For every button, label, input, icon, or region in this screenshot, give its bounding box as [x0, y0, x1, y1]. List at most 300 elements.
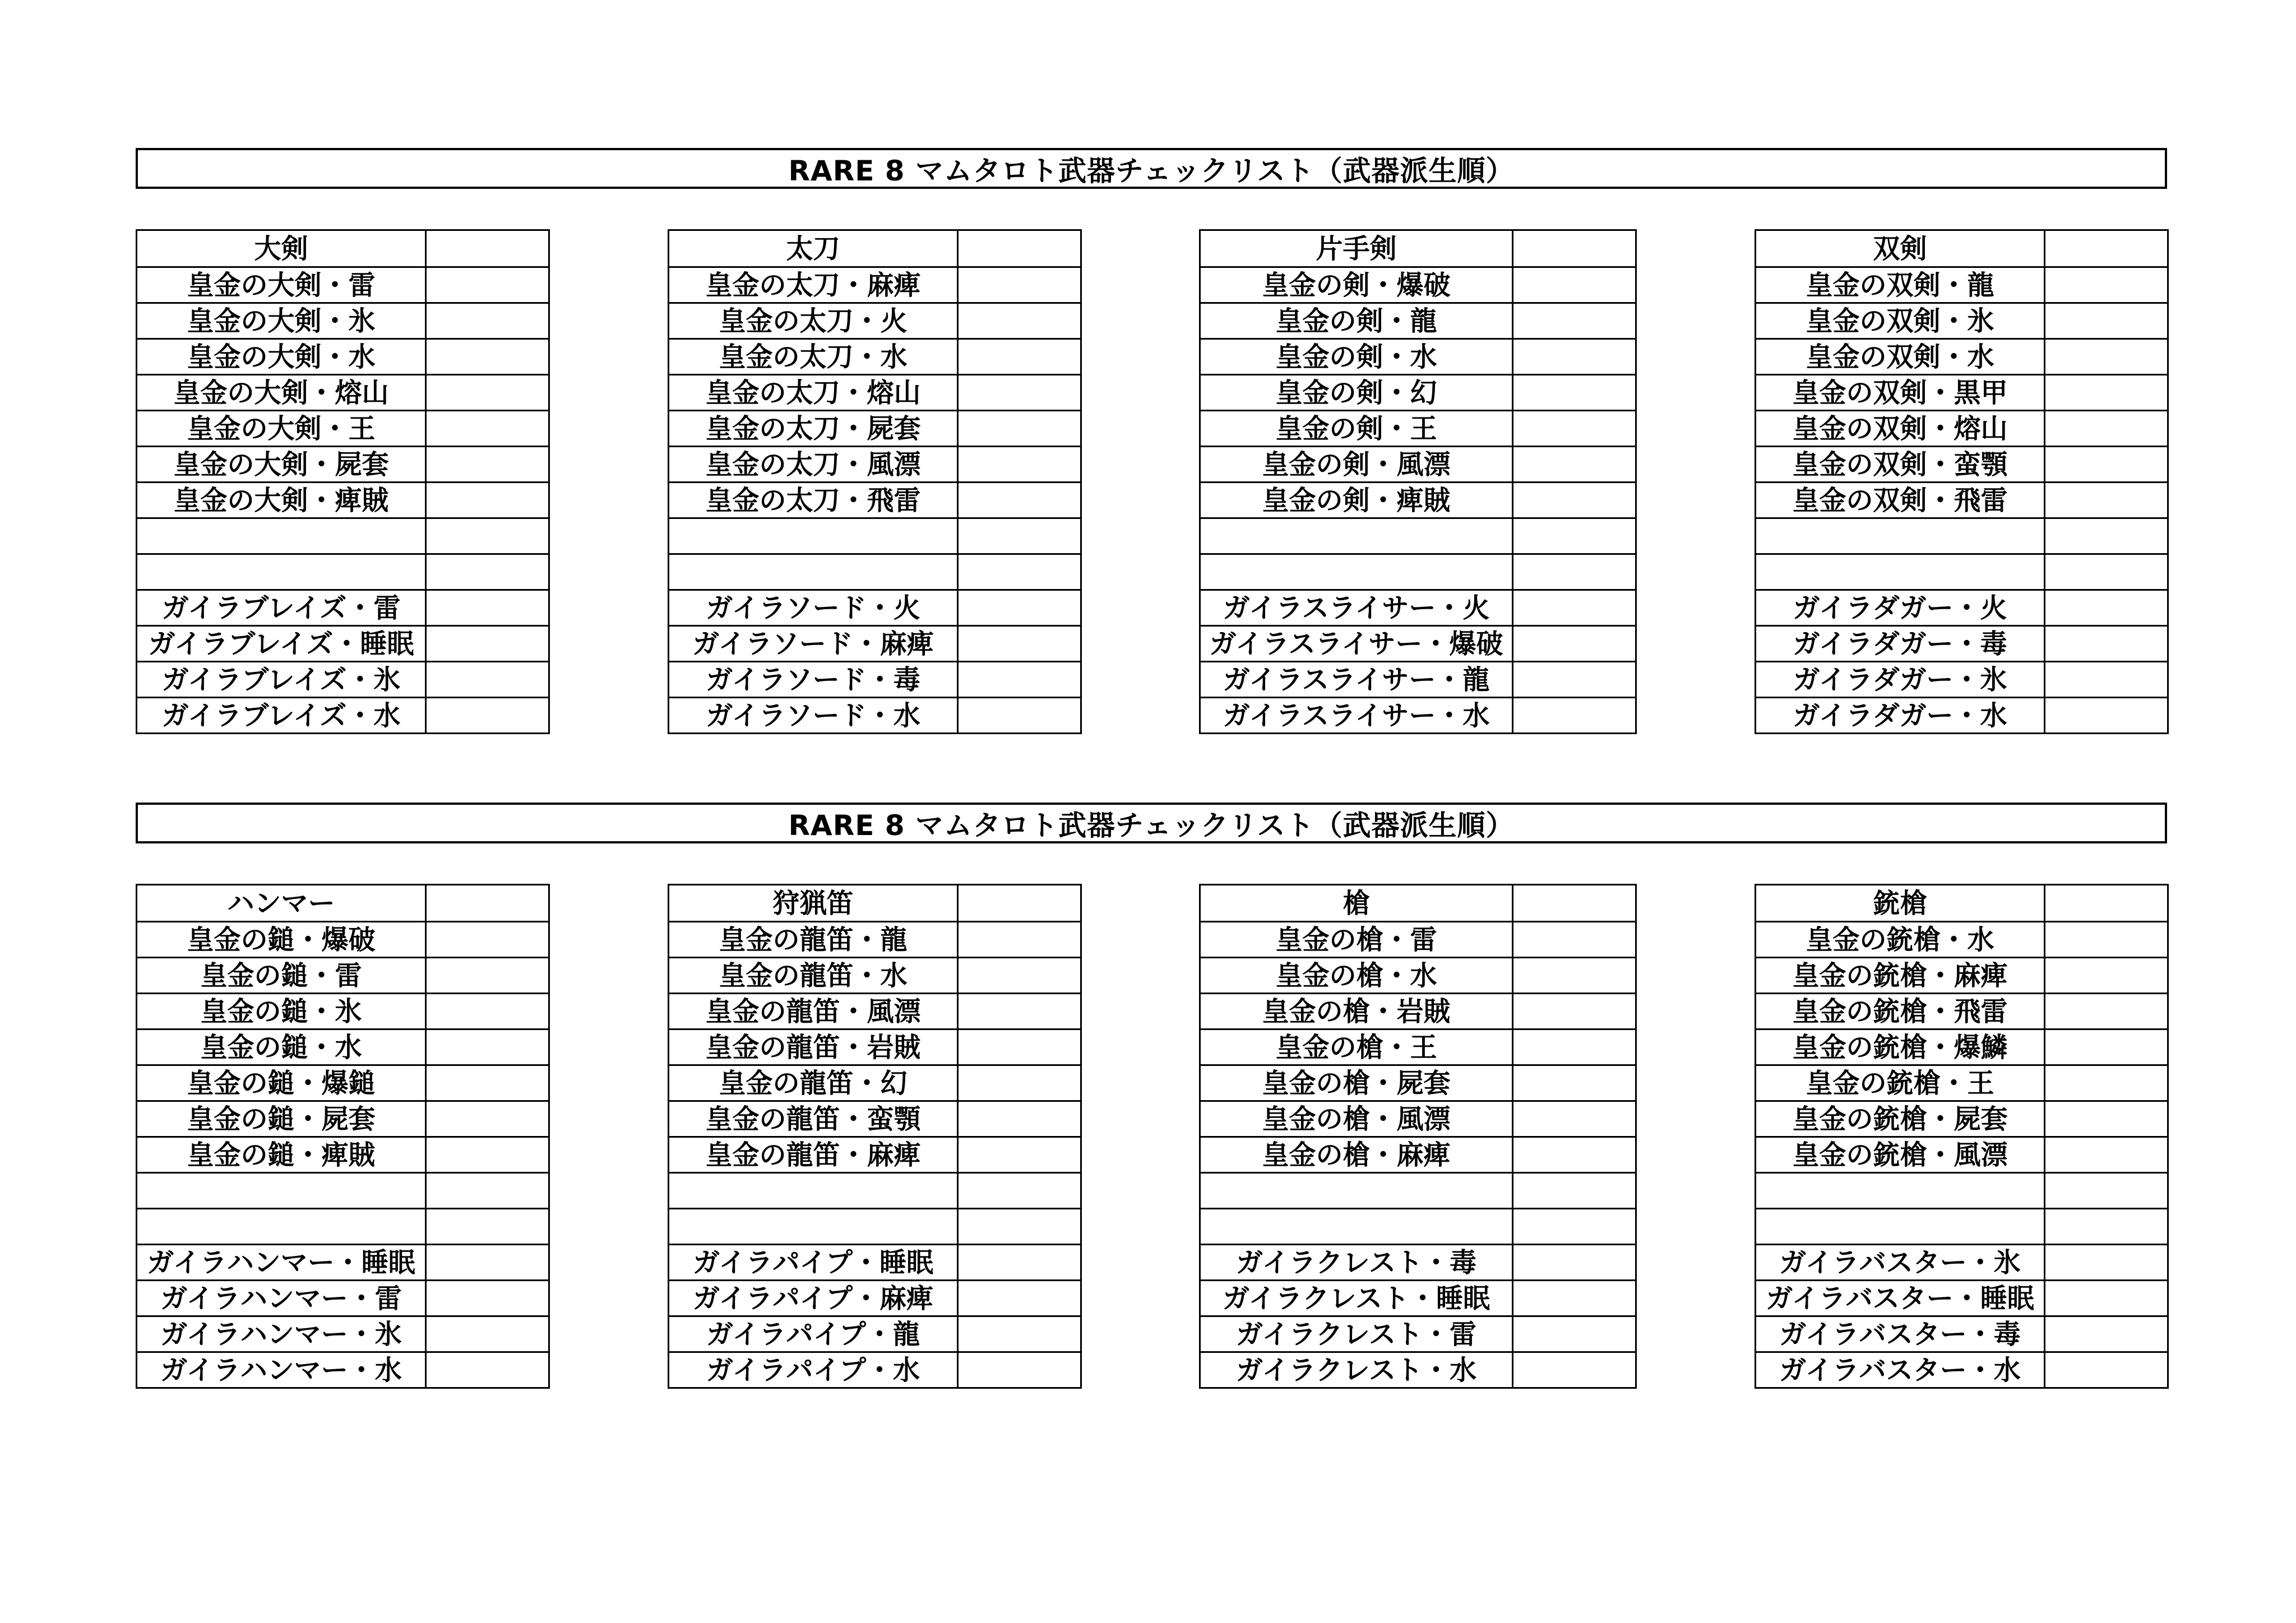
check-cell[interactable]: [958, 1065, 1081, 1101]
table-row: [1200, 1209, 1636, 1245]
table-row: [669, 590, 1081, 626]
weapon-name-cell: 皇金の鎚・爆破: [137, 922, 426, 958]
weapon-name-cell: ガイラブレイズ・水: [137, 698, 426, 734]
check-cell[interactable]: [426, 518, 549, 554]
check-cell[interactable]: [1513, 518, 1636, 554]
table-row: [1200, 411, 1636, 447]
table-row: [669, 1065, 1081, 1101]
weapon-name-cell: 皇金の槍・風漂: [1200, 1101, 1513, 1137]
check-cell[interactable]: [2045, 267, 2168, 303]
table-row: [1200, 1316, 1636, 1352]
check-cell[interactable]: [2045, 411, 2168, 447]
weapon-name-cell: 皇金の銃槍・屍套: [1756, 1101, 2045, 1137]
table-row: [137, 662, 549, 698]
weapon-name-cell: 皇金の鎚・屍套: [137, 1101, 426, 1137]
table-row: [1200, 1173, 1636, 1209]
table-row: [1200, 994, 1636, 1030]
weapon-name-cell: 皇金の銃槍・風漂: [1756, 1137, 2045, 1173]
weapon-name-cell: 皇金の太刀・水: [669, 339, 958, 375]
header-check-cell: [426, 230, 549, 267]
table-row: [137, 303, 549, 339]
table-row: [669, 1137, 1081, 1173]
table-row: [669, 1173, 1081, 1209]
weapon-name-cell: ガイラスライサー・龍: [1200, 662, 1513, 698]
weapon-name-cell: 皇金の大剣・痺賊: [137, 483, 426, 518]
table-row: [669, 626, 1081, 662]
check-cell[interactable]: [426, 1101, 549, 1137]
weapon-name-cell: 皇金の鎚・爆鎚: [137, 1065, 426, 1101]
check-cell[interactable]: [426, 1137, 549, 1173]
table-row: [137, 411, 549, 447]
weapon-name-cell: [137, 554, 426, 590]
check-cell[interactable]: [958, 698, 1081, 734]
check-cell[interactable]: [426, 1065, 549, 1101]
weapon-name-cell: [137, 1209, 426, 1245]
check-cell[interactable]: [1513, 958, 1636, 994]
weapon-name-cell: ガイラバスター・氷: [1756, 1245, 2045, 1281]
table-row: [669, 518, 1081, 554]
table-row: [1200, 698, 1636, 734]
check-cell[interactable]: [2045, 375, 2168, 411]
check-cell[interactable]: [426, 303, 549, 339]
check-cell[interactable]: [1513, 1316, 1636, 1352]
weapon-name-cell: [1200, 518, 1513, 554]
table-row: [669, 1316, 1081, 1352]
check-cell[interactable]: [2045, 339, 2168, 375]
check-cell[interactable]: [426, 339, 549, 375]
check-cell[interactable]: [958, 626, 1081, 662]
table-row: [1200, 267, 1636, 303]
weapon-name-cell: ガイラスライサー・火: [1200, 590, 1513, 626]
table-row: [1200, 1030, 1636, 1065]
check-cell[interactable]: [958, 958, 1081, 994]
table-row: [1756, 339, 2168, 375]
table-row: [1200, 1101, 1636, 1137]
table-row: [137, 518, 549, 554]
check-cell[interactable]: [1513, 1173, 1636, 1209]
table-row: [1200, 1065, 1636, 1101]
weapon-name-cell: 皇金の双剣・水: [1756, 339, 2045, 375]
table-row: [137, 994, 549, 1030]
table-row: [669, 483, 1081, 518]
check-cell[interactable]: [958, 375, 1081, 411]
weapon-name-cell: 皇金の龍笛・龍: [669, 922, 958, 958]
weapon-name-cell: ガイラソード・水: [669, 698, 958, 734]
weapon-name-cell: 皇金の龍笛・麻痺: [669, 1137, 958, 1173]
checklist-title-bottom: RARE 8 マムタロト武器チェックリスト（武器派生順）: [136, 803, 2167, 843]
weapon-name-cell: 皇金の槍・屍套: [1200, 1065, 1513, 1101]
check-cell[interactable]: [958, 1316, 1081, 1352]
check-cell[interactable]: [958, 1101, 1081, 1137]
check-cell[interactable]: [1513, 554, 1636, 590]
weapon-name-cell: [669, 1173, 958, 1209]
weapon-name-cell: ガイラブレイズ・雷: [137, 590, 426, 626]
check-cell[interactable]: [426, 1245, 549, 1281]
table-row: [669, 698, 1081, 734]
weapon-name-cell: 皇金の剣・爆破: [1200, 267, 1513, 303]
weapon-name-cell: 皇金の太刀・屍套: [669, 411, 958, 447]
table-row: [137, 1245, 549, 1281]
weapon-name-cell: 皇金の銃槍・爆鱗: [1756, 1030, 2045, 1065]
table-row: [1756, 626, 2168, 662]
check-cell[interactable]: [1513, 1209, 1636, 1245]
weapon-name-cell: 皇金の鎚・痺賊: [137, 1137, 426, 1173]
check-cell[interactable]: [426, 994, 549, 1030]
table-row: [1756, 1352, 2168, 1388]
check-cell[interactable]: [958, 994, 1081, 1030]
table-row: [1756, 1316, 2168, 1352]
check-cell[interactable]: [1513, 1030, 1636, 1065]
table-row: [669, 1352, 1081, 1388]
check-cell[interactable]: [2045, 1281, 2168, 1316]
table-row: [1756, 994, 2168, 1030]
table-row: [137, 447, 549, 483]
check-cell[interactable]: [1513, 447, 1636, 483]
check-cell[interactable]: [2045, 1352, 2168, 1388]
check-cell[interactable]: [958, 1173, 1081, 1209]
weapon-name-cell: 皇金の太刀・熔山: [669, 375, 958, 411]
table-row: [1200, 1281, 1636, 1316]
check-cell[interactable]: [958, 339, 1081, 375]
table-row: [1756, 1173, 2168, 1209]
table-row: [137, 958, 549, 994]
weapon-table-long-sword: [668, 229, 1082, 734]
check-cell[interactable]: [958, 590, 1081, 626]
check-cell[interactable]: [426, 1030, 549, 1065]
check-cell[interactable]: [426, 1209, 549, 1245]
check-cell[interactable]: [1513, 483, 1636, 518]
check-cell[interactable]: [1513, 1101, 1636, 1137]
header-check-cell: [958, 230, 1081, 267]
weapon-name-cell: 皇金の大剣・雷: [137, 267, 426, 303]
table-row: [669, 267, 1081, 303]
header-check-cell: [2045, 885, 2168, 922]
check-cell[interactable]: [2045, 922, 2168, 958]
check-cell[interactable]: [958, 1137, 1081, 1173]
check-cell[interactable]: [426, 447, 549, 483]
check-cell[interactable]: [426, 483, 549, 518]
table-header-row: [1756, 230, 2168, 267]
check-cell[interactable]: [426, 590, 549, 626]
check-cell[interactable]: [1513, 662, 1636, 698]
checklist-title-top: RARE 8 マムタロト武器チェックリスト（武器派生順）: [136, 148, 2167, 189]
header-check-cell: [1513, 885, 1636, 922]
check-cell[interactable]: [958, 1245, 1081, 1281]
check-cell[interactable]: [958, 1352, 1081, 1388]
table-header-row: [137, 230, 549, 267]
table-row: [669, 411, 1081, 447]
weapon-table-sword-and-shield: [1199, 229, 1637, 734]
check-cell[interactable]: [426, 1173, 549, 1209]
check-cell[interactable]: [958, 922, 1081, 958]
check-cell[interactable]: [1513, 994, 1636, 1030]
table-row: [137, 1030, 549, 1065]
weapon-table-lance: [1199, 884, 1637, 1389]
check-cell[interactable]: [2045, 303, 2168, 339]
weapon-name-cell: [1756, 1173, 2045, 1209]
check-cell[interactable]: [426, 922, 549, 958]
table-row: [1200, 554, 1636, 590]
table-header-row: [137, 885, 549, 922]
check-cell[interactable]: [2045, 590, 2168, 626]
weapon-type-header: 槍: [1200, 885, 1513, 922]
table-row: [1200, 922, 1636, 958]
check-cell[interactable]: [958, 303, 1081, 339]
weapon-name-cell: ガイラスライサー・水: [1200, 698, 1513, 734]
weapon-name-cell: 皇金の双剣・熔山: [1756, 411, 2045, 447]
weapon-name-cell: 皇金の双剣・龍: [1756, 267, 2045, 303]
table-row: [137, 698, 549, 734]
table-row: [669, 1030, 1081, 1065]
table-row: [137, 1209, 549, 1245]
check-cell[interactable]: [958, 447, 1081, 483]
check-cell[interactable]: [2045, 483, 2168, 518]
check-cell[interactable]: [2045, 554, 2168, 590]
check-cell[interactable]: [958, 1281, 1081, 1316]
table-row: [137, 1281, 549, 1316]
check-cell[interactable]: [1513, 1245, 1636, 1281]
weapon-name-cell: ガイラクレスト・睡眠: [1200, 1281, 1513, 1316]
check-cell[interactable]: [958, 411, 1081, 447]
weapon-name-cell: 皇金の剣・痺賊: [1200, 483, 1513, 518]
weapon-table-great-sword: [136, 229, 550, 734]
check-cell[interactable]: [958, 267, 1081, 303]
check-cell[interactable]: [2045, 1209, 2168, 1245]
check-cell[interactable]: [426, 1316, 549, 1352]
table-row: [137, 483, 549, 518]
table-row: [1200, 303, 1636, 339]
weapon-name-cell: 皇金の剣・水: [1200, 339, 1513, 375]
weapon-name-cell: 皇金の鎚・雷: [137, 958, 426, 994]
check-cell[interactable]: [2045, 958, 2168, 994]
weapon-name-cell: ガイラバスター・水: [1756, 1352, 2045, 1388]
weapon-name-cell: ガイラブレイズ・氷: [137, 662, 426, 698]
check-cell[interactable]: [426, 554, 549, 590]
table-row: [669, 447, 1081, 483]
check-cell[interactable]: [958, 1030, 1081, 1065]
table-row: [1756, 554, 2168, 590]
check-cell[interactable]: [426, 375, 549, 411]
weapon-name-cell: 皇金の剣・王: [1200, 411, 1513, 447]
table-row: [1756, 267, 2168, 303]
check-cell[interactable]: [958, 483, 1081, 518]
weapon-name-cell: ガイラハンマー・睡眠: [137, 1245, 426, 1281]
weapon-type-header: 片手剣: [1200, 230, 1513, 267]
table-row: [1200, 958, 1636, 994]
header-check-cell: [426, 885, 549, 922]
check-cell[interactable]: [1513, 411, 1636, 447]
weapon-name-cell: 皇金の大剣・屍套: [137, 447, 426, 483]
table-row: [1756, 518, 2168, 554]
check-cell[interactable]: [1513, 339, 1636, 375]
weapon-name-cell: 皇金の大剣・氷: [137, 303, 426, 339]
weapon-name-cell: 皇金の剣・幻: [1200, 375, 1513, 411]
table-row: [137, 1352, 549, 1388]
table-row: [137, 1316, 549, 1352]
table-header-row: [1756, 885, 2168, 922]
check-cell[interactable]: [1513, 267, 1636, 303]
check-cell[interactable]: [426, 411, 549, 447]
weapon-name-cell: ガイラブレイズ・睡眠: [137, 626, 426, 662]
weapon-name-cell: ガイラハンマー・水: [137, 1352, 426, 1388]
weapon-name-cell: ガイラクレスト・毒: [1200, 1245, 1513, 1281]
table-header-row: [1200, 885, 1636, 922]
weapon-name-cell: 皇金の大剣・熔山: [137, 375, 426, 411]
weapon-name-cell: ガイラパイプ・龍: [669, 1316, 958, 1352]
check-cell[interactable]: [2045, 447, 2168, 483]
weapon-table-gunlance: [1755, 884, 2169, 1389]
weapon-name-cell: ガイラパイプ・麻痺: [669, 1281, 958, 1316]
check-cell[interactable]: [2045, 662, 2168, 698]
weapon-name-cell: ガイラダガー・氷: [1756, 662, 2045, 698]
weapon-name-cell: 皇金の銃槍・水: [1756, 922, 2045, 958]
table-row: [1756, 922, 2168, 958]
table-row: [1200, 1352, 1636, 1388]
table-row: [1756, 958, 2168, 994]
weapon-name-cell: ガイラソード・毒: [669, 662, 958, 698]
weapon-name-cell: 皇金の大剣・水: [137, 339, 426, 375]
check-cell[interactable]: [2045, 1173, 2168, 1209]
table-row: [137, 339, 549, 375]
check-cell[interactable]: [1513, 375, 1636, 411]
check-cell[interactable]: [426, 1352, 549, 1388]
table-row: [1200, 590, 1636, 626]
check-cell[interactable]: [426, 662, 549, 698]
table-row: [1200, 1137, 1636, 1173]
weapon-name-cell: ガイラダガー・水: [1756, 698, 2045, 734]
check-cell[interactable]: [426, 626, 549, 662]
weapon-name-cell: ガイラダガー・火: [1756, 590, 2045, 626]
check-cell[interactable]: [2045, 1065, 2168, 1101]
weapon-name-cell: 皇金の双剣・蛮顎: [1756, 447, 2045, 483]
weapon-table-dual-blades: [1755, 229, 2169, 734]
weapon-name-cell: ガイラハンマー・雷: [137, 1281, 426, 1316]
weapon-name-cell: ガイラパイプ・水: [669, 1352, 958, 1388]
check-cell[interactable]: [2045, 994, 2168, 1030]
table-row: [137, 626, 549, 662]
weapon-type-header: 双剣: [1756, 230, 2045, 267]
check-cell[interactable]: [2045, 626, 2168, 662]
weapon-name-cell: [1200, 554, 1513, 590]
check-cell[interactable]: [2045, 1030, 2168, 1065]
check-cell[interactable]: [2045, 698, 2168, 734]
table-row: [137, 267, 549, 303]
table-row: [137, 1065, 549, 1101]
check-cell[interactable]: [958, 518, 1081, 554]
check-cell[interactable]: [1513, 590, 1636, 626]
table-row: [137, 1137, 549, 1173]
weapon-name-cell: ガイラクレスト・雷: [1200, 1316, 1513, 1352]
table-row: [669, 1281, 1081, 1316]
table-row: [669, 375, 1081, 411]
table-row: [137, 590, 549, 626]
table-row: [1756, 375, 2168, 411]
weapon-name-cell: [669, 554, 958, 590]
weapon-name-cell: 皇金の槍・麻痺: [1200, 1137, 1513, 1173]
check-cell[interactable]: [1513, 698, 1636, 734]
header-check-cell: [1513, 230, 1636, 267]
weapon-name-cell: ガイラソード・火: [669, 590, 958, 626]
table-row: [1756, 1101, 2168, 1137]
weapon-type-header: 太刀: [669, 230, 958, 267]
table-row: [669, 958, 1081, 994]
weapon-name-cell: 皇金の龍笛・蛮顎: [669, 1101, 958, 1137]
weapon-name-cell: 皇金の双剣・氷: [1756, 303, 2045, 339]
weapon-name-cell: ガイラパイプ・睡眠: [669, 1245, 958, 1281]
check-cell[interactable]: [2045, 1137, 2168, 1173]
weapon-name-cell: 皇金の龍笛・風漂: [669, 994, 958, 1030]
check-cell[interactable]: [1513, 1352, 1636, 1388]
weapon-name-cell: 皇金の龍笛・岩賊: [669, 1030, 958, 1065]
check-cell[interactable]: [958, 662, 1081, 698]
weapon-name-cell: 皇金の太刀・飛雷: [669, 483, 958, 518]
check-cell[interactable]: [958, 1209, 1081, 1245]
table-row: [137, 1101, 549, 1137]
table-row: [1756, 303, 2168, 339]
header-check-cell: [2045, 230, 2168, 267]
table-row: [137, 554, 549, 590]
check-cell[interactable]: [1513, 1281, 1636, 1316]
weapon-name-cell: 皇金の双剣・飛雷: [1756, 483, 2045, 518]
table-row: [1200, 483, 1636, 518]
weapon-name-cell: [669, 1209, 958, 1245]
table-row: [137, 922, 549, 958]
weapon-name-cell: [1200, 1173, 1513, 1209]
check-cell[interactable]: [426, 958, 549, 994]
check-cell[interactable]: [2045, 518, 2168, 554]
header-check-cell: [958, 885, 1081, 922]
table-row: [137, 1173, 549, 1209]
table-row: [1756, 411, 2168, 447]
weapon-name-cell: 皇金の銃槍・飛雷: [1756, 994, 2045, 1030]
table-row: [669, 1209, 1081, 1245]
check-cell[interactable]: [1513, 1137, 1636, 1173]
table-row: [1756, 1137, 2168, 1173]
check-cell[interactable]: [426, 267, 549, 303]
weapon-name-cell: ガイラバスター・毒: [1756, 1316, 2045, 1352]
table-row: [1200, 339, 1636, 375]
table-row: [669, 922, 1081, 958]
table-row: [1756, 662, 2168, 698]
check-cell[interactable]: [2045, 1245, 2168, 1281]
weapon-name-cell: 皇金の太刀・火: [669, 303, 958, 339]
check-cell[interactable]: [1513, 1065, 1636, 1101]
check-cell[interactable]: [958, 554, 1081, 590]
check-cell[interactable]: [2045, 1101, 2168, 1137]
check-cell[interactable]: [2045, 1316, 2168, 1352]
weapon-name-cell: ガイラスライサー・爆破: [1200, 626, 1513, 662]
table-row: [1756, 483, 2168, 518]
table-row: [1756, 1030, 2168, 1065]
weapon-name-cell: 皇金の双剣・黒甲: [1756, 375, 2045, 411]
check-cell[interactable]: [1513, 626, 1636, 662]
weapon-name-cell: ガイラダガー・毒: [1756, 626, 2045, 662]
table-row: [669, 662, 1081, 698]
check-cell[interactable]: [1513, 303, 1636, 339]
check-cell[interactable]: [426, 698, 549, 734]
weapon-name-cell: [1756, 554, 2045, 590]
check-cell[interactable]: [426, 1281, 549, 1316]
table-row: [1756, 1065, 2168, 1101]
weapon-name-cell: 皇金の槍・水: [1200, 958, 1513, 994]
table-row: [669, 303, 1081, 339]
check-cell[interactable]: [1513, 922, 1636, 958]
table-row: [669, 554, 1081, 590]
weapon-name-cell: 皇金の銃槍・王: [1756, 1065, 2045, 1101]
weapon-name-cell: 皇金の剣・風漂: [1200, 447, 1513, 483]
table-row: [669, 994, 1081, 1030]
table-row: [1200, 518, 1636, 554]
